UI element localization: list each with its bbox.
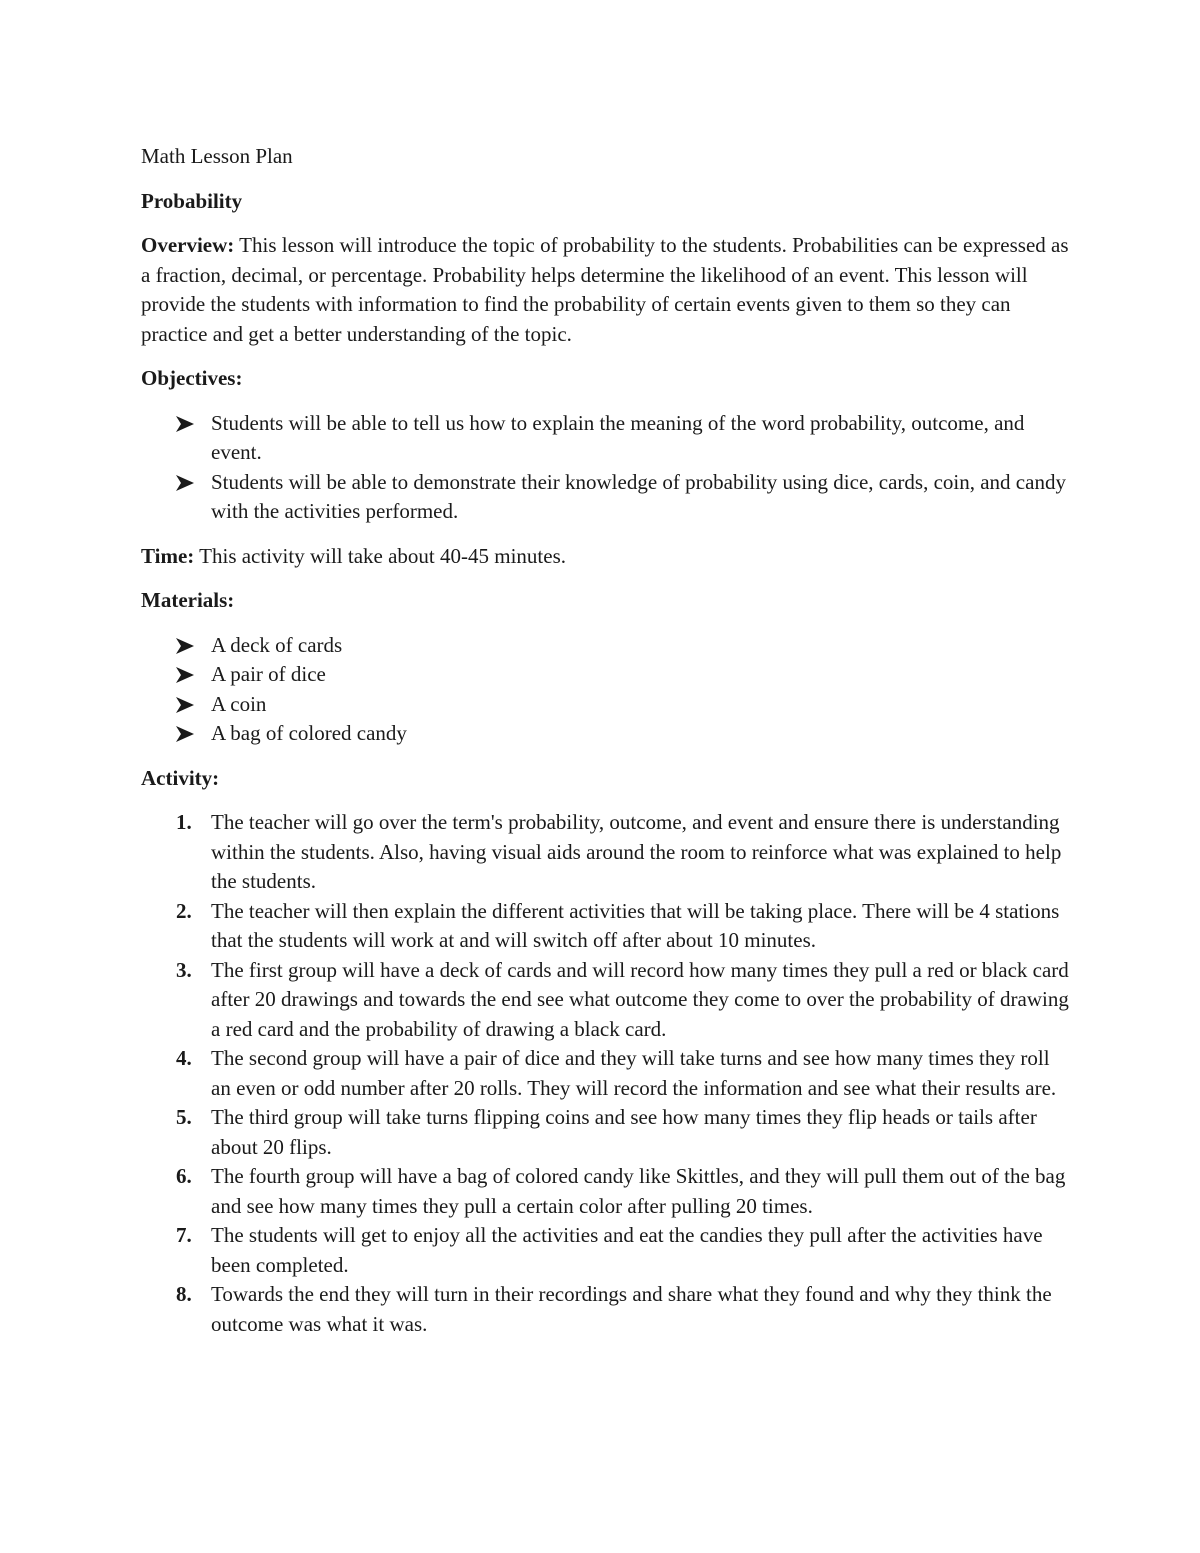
activity-text: The second group will have a pair of dice and they will take turns and see how many times they roll an even or odd number after 20 rolls. They will record the information and see what their results are.: [211, 1046, 1057, 1100]
material-item: [141, 631, 1071, 661]
overview-text: This lesson will introduce the topic of probability to the students. Probabilities can be expressed as a fraction, decimal, or percentage. Probability helps determine the likelihood of an event. This lesson will provide the students with information to find the probability of certain events given to them so they can practice and get a better understanding of the topic.: [141, 233, 1069, 346]
activity-item: [141, 897, 1071, 956]
activity-number: 4.: [176, 1046, 192, 1070]
lesson-topic: Probability: [141, 188, 243, 213]
objectives-list: [141, 409, 1071, 527]
arrowhead-bullet-icon: [176, 667, 194, 683]
activity-number: 1.: [176, 810, 192, 834]
document-page: [141, 142, 1071, 1339]
activity-item: [141, 808, 1071, 897]
activity-heading: Activity:: [141, 765, 220, 790]
material-text: A deck of cards: [211, 632, 343, 657]
activity-item: [141, 956, 1071, 1045]
material-text: A coin: [211, 691, 267, 716]
objective-text: Students will be able to demonstrate their knowledge of probability using dice, cards, coin, and candy with the activities performed.: [211, 469, 1066, 523]
material-item: [141, 660, 1071, 690]
activity-text: The third group will take turns flipping coins and see how many times they flip heads or tails after about 20 flips.: [211, 1105, 1037, 1159]
overview-label: Overview:: [141, 233, 235, 257]
activity-number: 2.: [176, 898, 192, 923]
arrowhead-bullet-icon: [176, 638, 194, 654]
overview-paragraph: [141, 231, 1071, 349]
objective-item: [141, 468, 1071, 527]
activity-text: The teacher will go over the term's probability, outcome, and event and ensure there is understanding within the students. Also, having visual aids around the room to reinforce what was explained to help the students.: [211, 810, 1062, 893]
arrowhead-bullet-icon: [176, 697, 194, 713]
activity-text: The students will get to enjoy all the activities and eat the candies they pull after the activities have been completed.: [211, 1223, 1043, 1277]
arrowhead-bullet-icon: [176, 475, 194, 491]
time-label: Time:: [141, 543, 195, 568]
activity-text: The teacher will then explain the different activities that will be taking place. There will be 4 stations that the students will work at and will switch off after about 10 minutes.: [211, 898, 1060, 952]
materials-list: [141, 631, 1071, 749]
material-text: A pair of dice: [211, 662, 326, 686]
objective-text: Students will be able to tell us how to explain the meaning of the word probability, outcome, and event.: [211, 410, 1025, 464]
time-text: This activity will take about 40-45 minutes.: [194, 543, 567, 568]
activity-number: 7.: [176, 1223, 192, 1247]
material-text: A bag of colored candy: [211, 721, 407, 745]
activity-item: [141, 1280, 1071, 1339]
document-title: Math Lesson Plan: [141, 144, 293, 168]
activity-text: The first group will have a deck of cards and will record how many times they pull a red or black card after 20 drawings and towards the end see what outcome they come to over the probability of drawing a red card and the probability of drawing a black card.: [211, 957, 1069, 1041]
material-item: [141, 690, 1071, 720]
material-item: [141, 719, 1071, 749]
activity-number: 3.: [176, 957, 192, 982]
activity-number: 5.: [176, 1105, 192, 1129]
activity-item: [141, 1103, 1071, 1162]
activity-item: [141, 1162, 1071, 1221]
materials-heading: Materials:: [141, 588, 235, 612]
activity-item: [141, 1044, 1071, 1103]
activity-number: 6.: [176, 1164, 192, 1188]
activity-number: 8.: [176, 1282, 192, 1306]
time-paragraph: [141, 542, 1071, 572]
activity-text: Towards the end they will turn in their recordings and share what they found and why they think the outcome was what it was.: [211, 1282, 1052, 1336]
objective-item: [141, 409, 1071, 468]
activity-item: [141, 1221, 1071, 1280]
activity-list: [141, 808, 1071, 1339]
arrowhead-bullet-icon: [176, 726, 194, 742]
objectives-heading: Objectives:: [141, 366, 243, 390]
arrowhead-bullet-icon: [176, 416, 194, 432]
activity-text: The fourth group will have a bag of colored candy like Skittles, and they will pull them out of the bag and see how many times they pull a certain color after pulling 20 times.: [211, 1164, 1066, 1218]
